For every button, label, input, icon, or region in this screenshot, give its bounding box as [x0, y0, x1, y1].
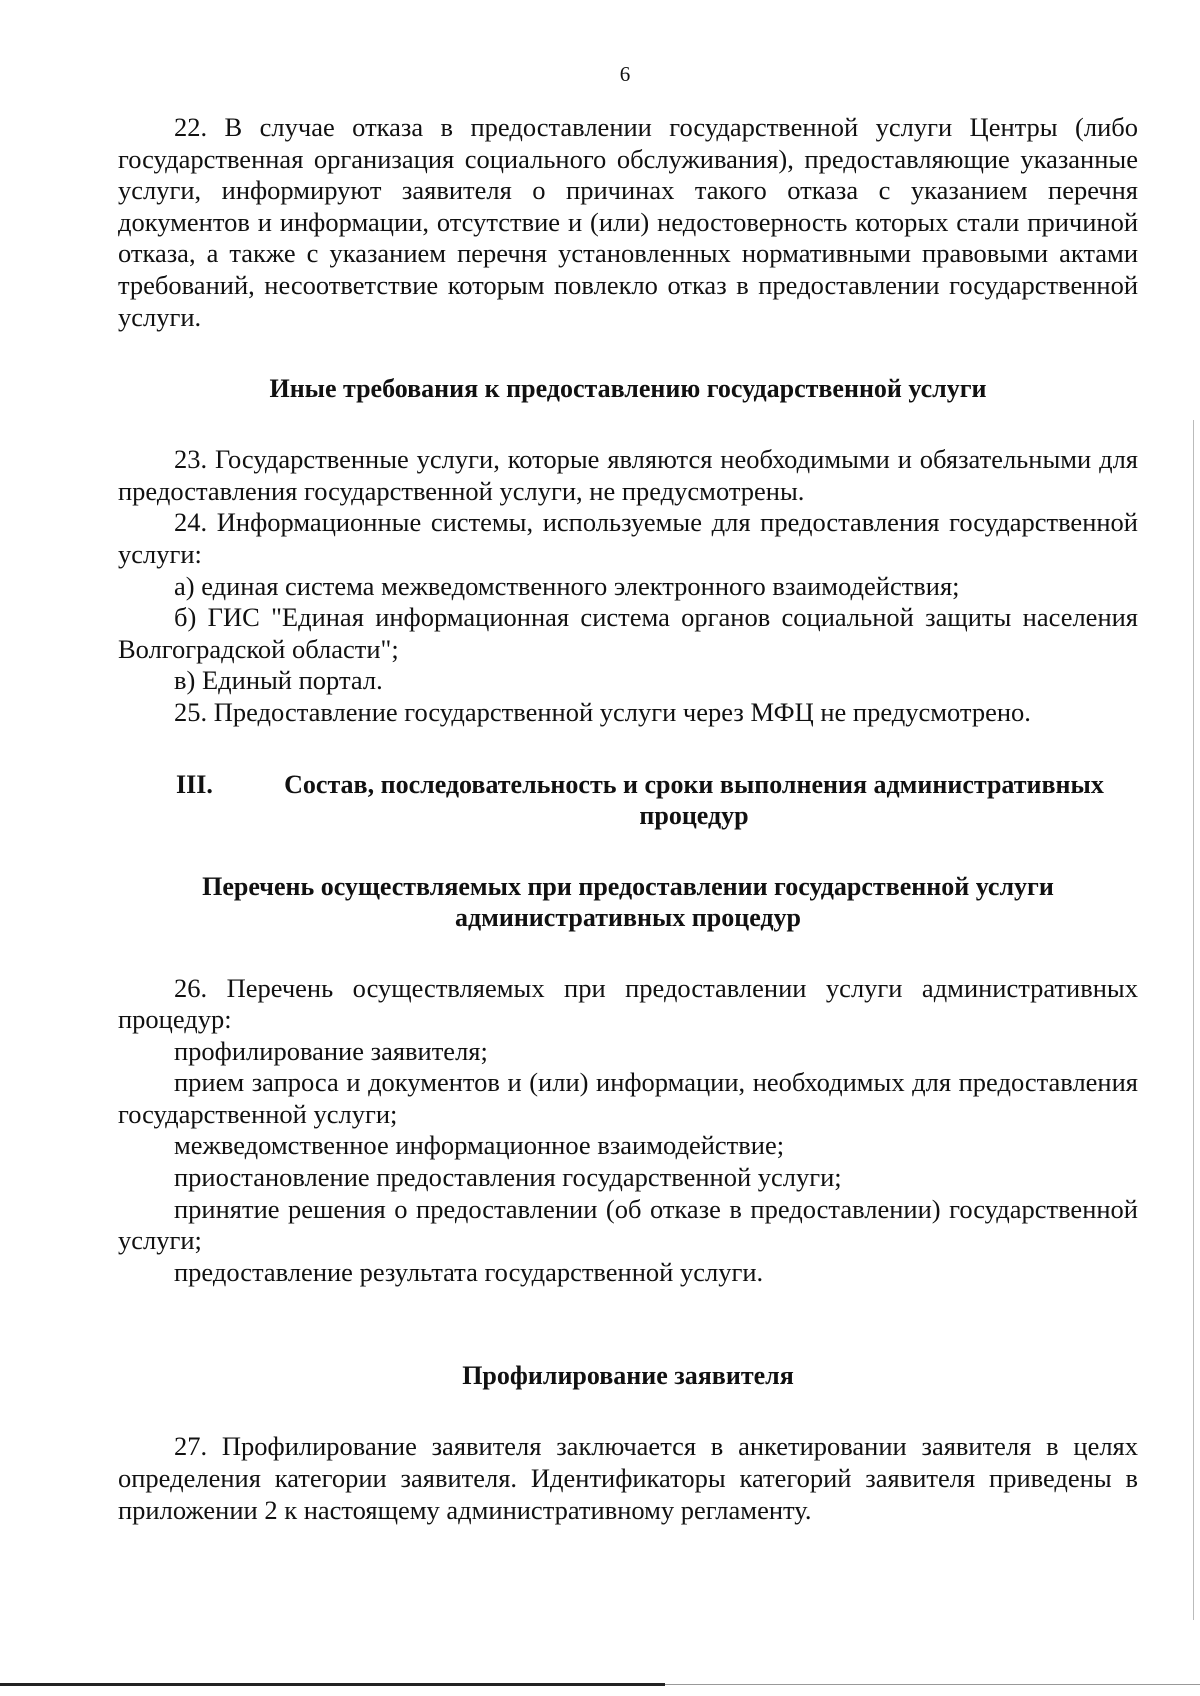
- paragraph-25: 25. Предоставление государственной услуги через МФЦ не предусмотрено.: [174, 696, 1031, 727]
- paragraph-24b: б) ГИС "Единая информационная система органов социальной защиты населения Волгоградской области";: [118, 602, 1138, 664]
- section-3-heading: [118, 769, 1138, 831]
- heading-profiling: Профилирование заявителя: [462, 1361, 794, 1391]
- paragraph-24a: а) единая система межведомственного электронного взаимодействия;: [174, 570, 960, 601]
- page-number: 6: [619, 62, 631, 86]
- list-item: принятие решения о предоставлении (об отказе в предоставлении) государственной услуги;: [118, 1193, 1138, 1256]
- list-item: профилирование заявителя;: [174, 1035, 488, 1066]
- paragraph-23: 23. Государственные услуги, которые являются необходимыми и обязательными для предоставления государственной услуги, не предусмотрены.: [118, 444, 1138, 506]
- list-item: межведомственное информационное взаимодействие;: [174, 1130, 785, 1161]
- scan-bottom-edge: [0, 1683, 665, 1686]
- paragraph-24c: в) Единый портал.: [174, 665, 383, 696]
- list-item: предоставление результата государственной услуги.: [174, 1256, 764, 1287]
- paragraph-26: 26. Перечень осуществляемых при предоставлении услуги административных процедур:: [118, 972, 1138, 1035]
- paragraph-27: 27. Профилирование заявителя заключается в анкетировании заявителя в целях определения категории заявителя. Идентификаторы категорий заявителя приведены в приложении 2 к настоящему административному регламенту.: [118, 1431, 1138, 1525]
- list-item: прием запроса и документов и (или) информации, необходимых для предоставления государственной услуги;: [118, 1067, 1138, 1129]
- section-3-number: III.: [176, 769, 213, 799]
- list-item: приостановление предоставления государственной услуги;: [174, 1162, 842, 1193]
- scan-bottom-edge-faint: [665, 1684, 1200, 1685]
- document-body: [118, 112, 1138, 1526]
- paragraph-24: 24. Информационные системы, используемые для предоставления государственной услуги:: [118, 507, 1138, 569]
- paragraph-22: 22. В случае отказа в предоставлении государственной услуги Центры (либо государственная организация социального обслуживания), предоставляющие указанные услуги, информируют заявителя о причинах такого отказа с указанием перечня документов и информации, отсутствие и (или) недостоверность которых стали причиной отказа, а также с указанием перечня установленных нормативными правовыми актами требований, несоответствие которым повлекло отказ в предоставлении государственной услуги.: [118, 112, 1138, 332]
- section-3-title: Состав, последовательность и сроки выполнения административных процедур: [284, 769, 1104, 830]
- scan-edge-line: [1193, 420, 1194, 1620]
- heading-procedures-list: Перечень осуществляемых при предоставлении государственной услуги административных процедур: [202, 871, 1054, 932]
- heading-other-requirements: Иные требования к предоставлению государственной услуги: [269, 374, 987, 404]
